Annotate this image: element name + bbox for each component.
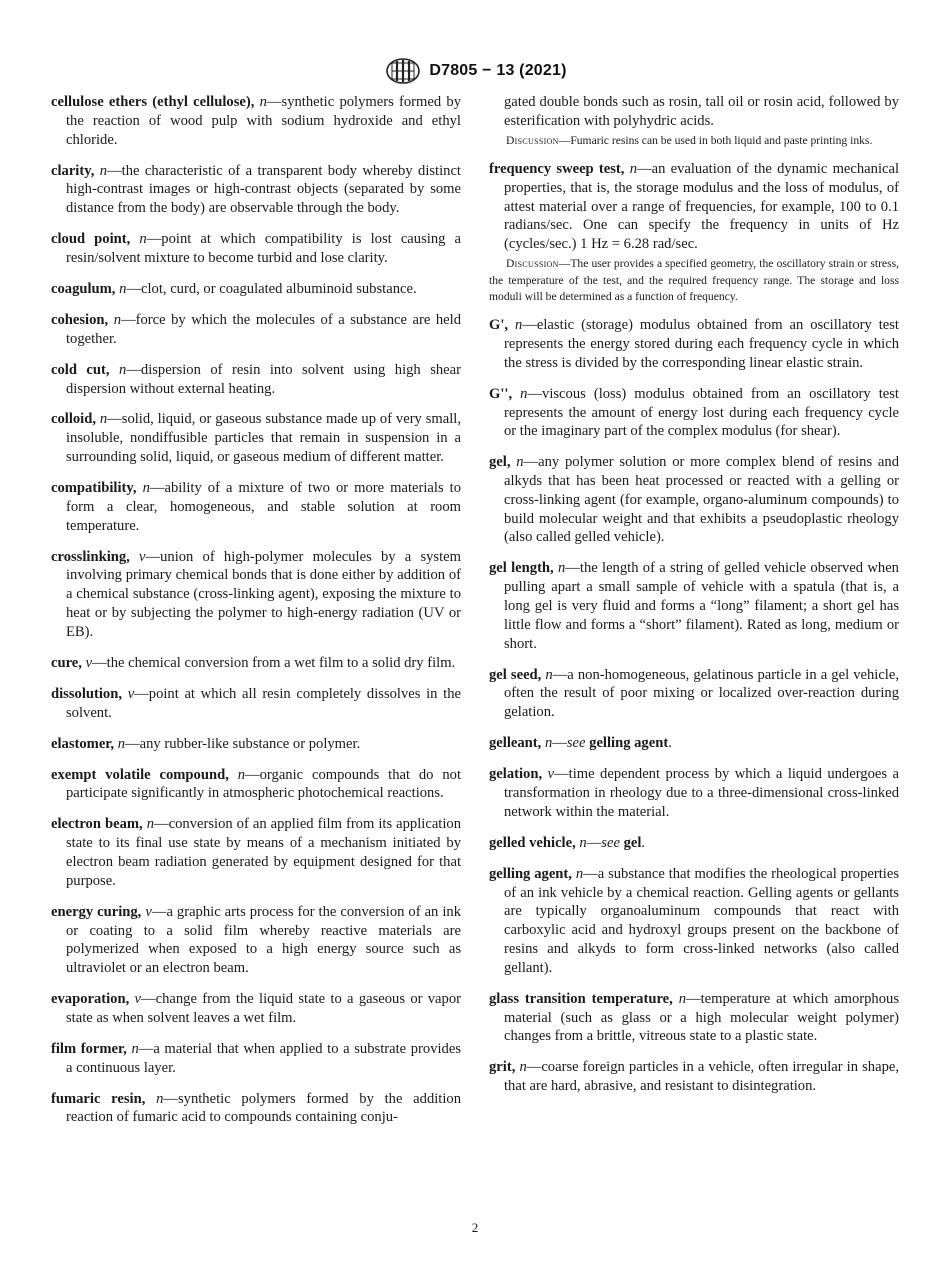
definition-entry: glass transition temperature, n—temperature at which amorphous material (such as glass or a high molecular weight polymer) changes from a brittle, vitreous state to a plastic state. — [489, 990, 900, 1045]
part-of-speech: n — [259, 94, 267, 110]
definition-text: ability of a mixture of two or more materials to form a clear, homogeneous, and stable solution at room temperature. — [66, 480, 461, 534]
part-of-speech: n — [520, 385, 528, 402]
discussion-text: —Fumaric resins can be used in both liquid and paste printing inks. — [558, 133, 873, 147]
definition-entry: cohesion, n—force by which the molecules of a substance are held together. — [51, 311, 461, 347]
term: energy curing, — [51, 903, 142, 920]
part-of-speech: n — [131, 1040, 139, 1057]
definition-text: force by which the molecules of a substance are held together. — [66, 311, 461, 347]
definition-entry: elastomer, n—any rubber-like substance or polymer. — [51, 735, 361, 752]
part-of-speech: n — [544, 735, 553, 752]
term: evaporation, — [51, 991, 130, 1008]
definition-text: any rubber-like substance or polymer. — [139, 735, 361, 752]
definition-entry: colloid, n—solid, liquid, or gaseous substance made up of very small, insoluble, nondiffusible particles that remain in suspension in a surrounding solid, liquid, or gaseous medium of different matter. — [51, 411, 461, 466]
discussion-text: —The user provides a specified geometry, the oscillatory strain or stress, the temperature of the test, and the required frequency range. The storage and loss moduli will be determined as a function of frequency. — [489, 257, 899, 303]
punctuation: . — [668, 735, 672, 752]
part-of-speech: n — [146, 816, 155, 833]
definition-continuation: gated double bonds such as rosin, tall oil or rosin acid, followed by esterification with polyhydric acids. — [504, 94, 899, 129]
header-inner — [383, 57, 566, 85]
term: electron beam, — [51, 816, 143, 833]
part-of-speech: n — [516, 454, 524, 471]
definition-entry: evaporation, v—change from the liquid state to a gaseous or vapor state as when solvent leaves a wet film. — [51, 991, 461, 1026]
part-of-speech: n — [99, 162, 108, 179]
see-reference-label: see — [566, 735, 586, 752]
part-of-speech: n — [575, 865, 584, 882]
definition-entry: frequency sweep test, n—an evaluation of the dynamic mechanical properties, that is, the storage modulus and the loss of modulus, of attest material over a range of frequencies, for example, 100 to 0.1 radians/sec. One can specify the frequency in units of Hz (cycles/sec.) 1 Hz = 6.28 rad/sec. — [489, 161, 900, 253]
part-of-speech: n — [119, 280, 127, 297]
definition-text: conversion of an applied film from its application state to its final use state by means of a mechanism initiated by electron beam radiation generated by equipment designed for that purpose. — [66, 816, 461, 889]
definition-entry: exempt volatile compound, n—organic compounds that do not participate significantly in atmospheric photochemical reactions. — [51, 766, 461, 802]
part-of-speech: n — [113, 311, 122, 328]
definition-entry: G', n—elastic (storage) modulus obtained from an oscillatory test represents the energy stored during each frequency cycle in which the stress is divided by the corresponding linear elastic strain. — [489, 317, 899, 371]
term: compatibility, — [51, 480, 137, 497]
definition-entry: compatibility, n—ability of a mixture of two or more materials to form a clear, homogeneous, and stable solution at room temperature. — [51, 480, 461, 534]
discussion-note — [489, 133, 899, 149]
part-of-speech: n — [119, 361, 127, 378]
definition-text: dispersion of resin into solvent using high shear dispersion without external heating. — [66, 361, 461, 397]
definition-entry: energy curing, v—a graphic arts process for the conversion of an ink or coating to a solid film whereby reactive materials are polymerized when exposed to a high energy source such as ultraviolet or an electron beam. — [51, 903, 462, 977]
term: fumaric resin, — [51, 1090, 146, 1107]
term: gelleant, — [489, 735, 542, 752]
definition-entry: film former, n—a material that when applied to a substrate provides a continuous layer. — [51, 1040, 462, 1076]
term: elastomer, — [51, 735, 115, 752]
discussion-note — [489, 256, 899, 305]
definition-entry: gel, n—any polymer solution or more complex blend of resins and alkyds that has been heat processed or reacted with a gelling or cross-linking agent (for example, organo-aluminum compounds) to build molecular weight and that exhibits a pseudoplastic rheology (also called gelled vehicle). — [489, 454, 899, 546]
part-of-speech: v — [134, 991, 142, 1008]
left-column — [51, 93, 461, 1139]
term: gel, — [489, 454, 511, 471]
definition-entry: gelling agent, n—a substance that modifies the rheological properties of an ink vehicle by a chemical reaction. Gelling agents or gellants are typically organoaluminum compounds that react with carboxylic acid and hydroxyl groups present on the backbone of resins and alkyds to form cross-linked networks (also called gellant). — [489, 865, 899, 976]
part-of-speech: n — [629, 161, 637, 178]
part-of-speech: n — [156, 1090, 164, 1107]
term: film former, — [51, 1040, 127, 1057]
definition-text: synthetic polymers formed by the addition reaction of fumaric acid to compounds containing conju- — [66, 1090, 462, 1126]
definition-text: a material that when applied to a substrate provides a continuous layer. — [66, 1040, 462, 1076]
term: gel length, — [489, 560, 554, 577]
definition-text: an evaluation of the dynamic mechanical properties, that is, the storage modulus and the loss of modulus, of attest material over a range of frequencies, for example, 100 to 0.1 radians/sec. One can specify the frequency in units of Hz (cycles/sec.) 1 Hz = 6.28 rad/sec. — [504, 161, 900, 253]
part-of-speech: v — [145, 903, 152, 920]
term: cold cut, — [51, 361, 110, 378]
definition-text: point at which compatibility is lost causing a resin/solvent mixture to become turbid and lose clarity. — [66, 231, 461, 266]
definition-entry-gelled-vehicle: gelled vehicle, n—see gel. — [489, 834, 646, 851]
definition-text: a substance that modifies the rheological properties of an ink vehicle by a chemical reaction. Gelling agents or gellants are typically organoaluminum compounds that react with carboxylic acid and hydroxyl groups present on the backbone of resins and alkyds to form cross-linked networks (also called gellant). — [504, 865, 899, 976]
part-of-speech: v — [547, 766, 555, 783]
definition-entry: electron beam, n—conversion of an applied film from its application state to its final use state by means of a mechanism initiated by electron beam radiation generated by equipment designed for that purpose. — [51, 816, 461, 889]
term: dissolution, — [51, 685, 122, 702]
definition-entry: gel seed, n—a non-homogeneous, gelatinous particle in a gel vehicle, often the result of poor mixing or localized over-reaction during gelation. — [489, 666, 899, 721]
term: colloid, — [51, 411, 96, 428]
part-of-speech: n — [142, 480, 150, 497]
definition-text: viscous (loss) modulus obtained from an oscillatory test represents the amount of energy lost during each frequency cycle or the imaginary part of the complex modulus (for shear). — [504, 385, 899, 440]
definition-text: temperature at which amorphous material (such as glass or a high molecular weight polymer) changes from a brittle, vitreous state to a plastic state. — [504, 990, 900, 1045]
definition-text: change from the liquid state to a gaseous or vapor state as when solvent leaves a wet film. — [66, 991, 461, 1026]
term: coagulum, — [51, 280, 116, 297]
page-number: 2 — [471, 1220, 479, 1235]
punctuation: . — [641, 834, 646, 851]
term: cellulose ethers (ethyl cellulose), — [51, 94, 255, 110]
definition-entry: cloud point, n—point at which compatibility is lost causing a resin/solvent mixture to become turbid and lose clarity. — [51, 231, 461, 266]
term: exempt volatile compound, — [51, 766, 229, 783]
definition-entry: cure, v—the chemical conversion from a wet film to a solid dry film. — [51, 654, 456, 671]
definition-text: a graphic arts process for the conversion of an ink or coating to a solid film whereby reactive materials are polymerized when exposed to a high energy source such as ultraviolet or an electron beam. — [66, 903, 462, 977]
term: frequency sweep test, — [489, 161, 625, 178]
part-of-speech: n — [117, 735, 126, 752]
definition-entry-gelleant: gelleant, n—see gelling agent. — [489, 735, 672, 752]
cross-reference-term: gelling agent — [589, 735, 669, 752]
definition-entry: coagulum, n—clot, curd, or coagulated albuminoid substance. — [51, 280, 417, 297]
part-of-speech: v — [85, 654, 93, 671]
term: glass transition temperature, — [489, 990, 673, 1007]
definition-text: a non-homogeneous, gelatinous particle in a gel vehicle, often the result of poor mixing or localized over-reaction during gelation. — [504, 666, 899, 721]
document-header — [0, 57, 950, 85]
definition-text: point at which all resin completely dissolves in the solvent. — [66, 685, 461, 721]
definition-text: the chemical conversion from a wet film to a solid dry film. — [106, 654, 456, 671]
term: crosslinking, — [51, 548, 130, 565]
definition-entry: cold cut, n—dispersion of resin into solvent using high shear dispersion without external heating. — [51, 361, 461, 397]
part-of-speech: v — [139, 548, 146, 565]
term: cure, — [51, 654, 82, 671]
part-of-speech: n — [99, 411, 108, 428]
term: G', — [489, 317, 509, 334]
definition-text: any polymer solution or more complex blend of resins and alkyds that has been heat processed or reacted with a gelling or cross-linking agent (for example, organo-aluminum compounds) to build molecular weight and that exhibits a pseudoplastic rheology (also called gelled vehicle). — [504, 454, 899, 546]
definition-entry: gel length, n—the length of a string of gelled vehicle observed when pulling apart a small sample of vehicle with a spatula (that is, a long gel is very fluid and forms a “long” filament; a short gel has little flow and forms a “short” filament). Rated as long, medium or short. — [489, 560, 899, 652]
part-of-speech: v — [127, 685, 135, 702]
term: cohesion, — [51, 311, 109, 328]
definition-entry: dissolution, v—point at which all resin completely dissolves in the solvent. — [51, 685, 461, 721]
term: grit, — [489, 1059, 516, 1076]
definition-text: solid, liquid, or gaseous substance made up of very small, insoluble, nondiffusible particles that remain in suspension in a surrounding solid, liquid, or gaseous medium of different matter. — [66, 411, 461, 466]
definition-entry: crosslinking, v—union of high-polymer molecules by a system involving primary chemical bonds that is done either by addition of a chemical substance (cross-linking agent), exposing the mixture to heat or by subjecting the polymer to high-energy radiation (UV or EB). — [51, 548, 461, 640]
right-column — [489, 93, 899, 1108]
part-of-speech: n — [678, 990, 686, 1007]
term: cloud point, — [51, 231, 131, 248]
term: gelled vehicle, — [489, 834, 576, 851]
definition-text: organic compounds that do not participate significantly in atmospheric photochemical reactions. — [66, 766, 461, 802]
discussion-label: Discussion — [506, 257, 559, 271]
definition-entry: clarity, n—the characteristic of a transparent body whereby distinct high-contrast images or high-contrast objects (separated by some distance from the body) are observable through the body. — [51, 162, 461, 217]
definition-entry: cellulose ethers (ethyl cellulose), n—synthetic polymers formed by the reaction of wood pulp with sodium hydroxide and ethyl chloride. — [51, 94, 461, 148]
part-of-speech: n — [139, 231, 147, 248]
definition-entry: gelation, v—time dependent process by which a liquid undergoes a transformation in rheology due to a three-dimensional cross-linked network within the material. — [489, 766, 899, 820]
definition-text: coarse foreign particles in a vehicle, often irregular in shape, that are hard, abrasive, and resistant to disintegration. — [504, 1059, 899, 1095]
part-of-speech: n — [579, 834, 587, 851]
definition-entry: fumaric resin, n—synthetic polymers formed by the addition reaction of fumaric acid to compounds containing conju- — [51, 1090, 462, 1126]
document-designation: D7805 − 13 (2021) — [429, 62, 567, 79]
term: G'', — [489, 385, 513, 402]
term: clarity, — [51, 162, 95, 179]
definition-text: elastic (storage) modulus obtained from an oscillatory test represents the energy stored during each frequency cycle in which the stress is divided by the corresponding linear elastic strain. — [504, 317, 899, 371]
part-of-speech: n — [514, 317, 523, 334]
definition-entry: G'', n—viscous (loss) modulus obtained from an oscillatory test represents the amount of energy lost during each frequency cycle or the imaginary part of the complex modulus (for shear). — [489, 385, 899, 440]
part-of-speech: n — [558, 560, 566, 577]
definition-text: time dependent process by which a liquid undergoes a transformation in rheology due to a three-dimensional cross-linked network within the material. — [504, 766, 899, 820]
term: gel seed, — [489, 666, 542, 683]
part-of-speech: n — [237, 766, 246, 783]
term: gelation, — [489, 766, 543, 783]
definition-text: union of high-polymer molecules by a system involving primary chemical bonds that is done either by addition of a chemical substance (cross-linking agent), exposing the mixture to heat or by subjecting the polymer to high-energy radiation (UV or EB). — [66, 548, 461, 640]
definition-text: the length of a string of gelled vehicle observed when pulling apart a small sample of vehicle with a spatula (that is, a long gel is very fluid and forms a “long” filament; a short gel has little flow and forms a “short” filament). Rated as long, medium or short. — [504, 560, 899, 652]
definition-entry: grit, n—coarse foreign particles in a vehicle, often irregular in shape, that are hard, abrasive, and resistant to disintegration. — [489, 1059, 899, 1095]
discussion-label: Discussion — [506, 133, 559, 147]
term: gelling agent, — [489, 865, 572, 882]
cross-reference-term: gel — [623, 834, 642, 851]
part-of-speech: n — [519, 1059, 527, 1076]
definition-text: synthetic polymers formed by the reaction of wood pulp with sodium hydroxide and ethyl chloride. — [66, 94, 461, 148]
definition-text: the characteristic of a transparent body whereby distinct high-contrast images or high-contrast objects (separated by some distance from the body) are observable through the body. — [66, 162, 461, 217]
definition-text: clot, curd, or coagulated albuminoid substance. — [141, 280, 417, 297]
part-of-speech: n — [545, 666, 553, 683]
see-reference-label: see — [601, 834, 620, 851]
astm-logo-icon — [383, 57, 423, 85]
